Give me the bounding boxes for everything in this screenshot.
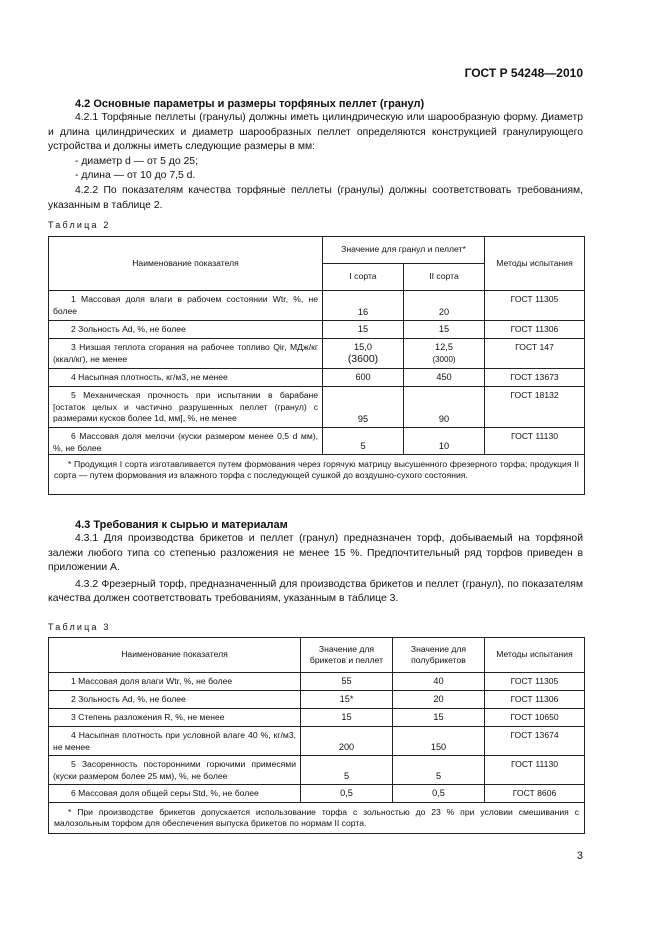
table-2-value-mj: 15,0 bbox=[354, 342, 372, 352]
table-2-cell-grade-1: 5 bbox=[323, 428, 404, 455]
table-3-cell-briquettes: 15 bbox=[301, 709, 393, 727]
table-2-cell-grade-2: 10 bbox=[404, 428, 485, 455]
table-3-cell-method: ГОСТ 11306 bbox=[485, 691, 585, 709]
paragraph-4-2-2: 4.2.2 По показателям качества торфяные пеллеты (гранулы) должны соответствовать требованиям, указанным в таблице 2. bbox=[48, 184, 583, 211]
table-3-cell-semi-briquettes: 5 bbox=[393, 756, 485, 785]
list-item-length: - длина — от 10 до 7,5 d. bbox=[75, 170, 196, 182]
table-2-footnote: * Продукция I сорта изготавливается путем формования через горячую матрицу высушенного фрезерного торфа; продукция II сорта — путем формования из влажного торфа с последующей сушкой до воздушно-сухого состояния. bbox=[49, 455, 585, 495]
section-4-2-body bbox=[48, 111, 583, 213]
document-standard-header: ГОСТ Р 54248—2010 bbox=[464, 66, 583, 80]
table-2-cell-name: 1 Массовая доля влаги в рабочем состоянии Wtr, %, не более bbox=[49, 291, 323, 321]
table-2-cell-method: ГОСТ 18132 bbox=[485, 387, 585, 428]
table-2 bbox=[48, 236, 585, 495]
table-2-value-mj: 12,5 bbox=[435, 342, 453, 352]
table-2-cell-name: 4 Насыпная плотность, кг/м3, не менее bbox=[49, 369, 323, 387]
table-2-cell-grade-1 bbox=[323, 339, 404, 369]
table-3-caption: Таблица 3 bbox=[48, 622, 111, 632]
table-3-cell-briquettes: 5 bbox=[301, 756, 393, 785]
table-2-cell-method: ГОСТ 11130 bbox=[485, 428, 585, 455]
table-row bbox=[49, 339, 585, 369]
table-3-cell-semi-briquettes: 15 bbox=[393, 709, 485, 727]
table-3-footnote: * При производстве брикетов допускается использование торфа с зольностью до 23 % при условии смешивания с малозольным торфом для обеспечения выпуска брикетов по нормам II сорта. bbox=[49, 803, 585, 834]
table-3-cell-briquettes: 55 bbox=[301, 673, 393, 691]
table-2-cell-method: ГОСТ 11306 bbox=[485, 321, 585, 339]
table-3-cell-name: 4 Насыпная плотность при условной влаге 40 %, кг/м3, не менее bbox=[49, 727, 301, 756]
table-2-cell-grade-2: 90 bbox=[404, 387, 485, 428]
table-2-cell-grade-2: 20 bbox=[404, 291, 485, 321]
table-2-header-grade-2: II сорта bbox=[404, 264, 485, 291]
table-3-cell-semi-briquettes: 0,5 bbox=[393, 785, 485, 803]
table-2-cell-grade-1: 95 bbox=[323, 387, 404, 428]
table-2-cell-name: 2 Зольность Ad, %, не более bbox=[49, 321, 323, 339]
table-3-cell-name: 6 Массовая доля общей серы Std, %, не более bbox=[49, 785, 301, 803]
table-2-cell-method: ГОСТ 147 bbox=[485, 339, 585, 369]
table-2-header-method: Методы испытания bbox=[485, 237, 585, 291]
table-row bbox=[49, 756, 585, 785]
section-4-3-title: 4.3 Требования к сырью и материалам bbox=[75, 519, 288, 531]
table-2-cell-grade-2: 15 bbox=[404, 321, 485, 339]
table-2-cell-grade-1: 15 bbox=[323, 321, 404, 339]
table-2-cell-name: 5 Механическая прочность при испытании в барабане [остаток целых и частично разрушенных пеллет (гранул) с размерами кусков более 1d, мм], %, не менее bbox=[49, 387, 323, 428]
table-3-header-method: Методы испытания bbox=[485, 638, 585, 673]
table-row bbox=[49, 691, 585, 709]
table-2-header-grade-1: I сорта bbox=[323, 264, 404, 291]
table-3-header-briquettes: Значение для брикетов и пеллет bbox=[301, 638, 393, 673]
table-3-cell-semi-briquettes: 150 bbox=[393, 727, 485, 756]
table-2-cell-method: ГОСТ 11305 bbox=[485, 291, 585, 321]
table-3-cell-name: 3 Степень разложения R, %, не менее bbox=[49, 709, 301, 727]
table-2-cell-grade-1: 16 bbox=[323, 291, 404, 321]
table-3-cell-briquettes: 200 bbox=[301, 727, 393, 756]
table-row bbox=[49, 387, 585, 428]
table-2-cell-grade-2: 450 bbox=[404, 369, 485, 387]
table-2-cell-grade-2 bbox=[404, 339, 485, 369]
table-3-cell-semi-briquettes: 40 bbox=[393, 673, 485, 691]
table-3-cell-briquettes: 15* bbox=[301, 691, 393, 709]
table-row bbox=[49, 291, 585, 321]
table-3-cell-method: ГОСТ 8606 bbox=[485, 785, 585, 803]
table-2-value-kcal: (3600) bbox=[347, 352, 379, 365]
table-3-cell-name: 2 Зольность Ad, %, не более bbox=[49, 691, 301, 709]
table-3-cell-name: 1 Массовая доля влаги Wtr, %, не более bbox=[49, 673, 301, 691]
table-3-cell-semi-briquettes: 20 bbox=[393, 691, 485, 709]
table-3-cell-briquettes: 0,5 bbox=[301, 785, 393, 803]
table-row bbox=[49, 673, 585, 691]
table-3-header-semi-briquettes: Значение для полубрикетов bbox=[393, 638, 485, 673]
table-3-cell-method: ГОСТ 11130 bbox=[485, 756, 585, 785]
table-3 bbox=[48, 637, 585, 834]
list-item-diameter: - диаметр d — от 5 до 25; bbox=[75, 155, 198, 167]
table-2-header-values: Значение для гранул и пеллет* bbox=[323, 237, 485, 264]
table-2-header-name: Наименование показателя bbox=[49, 237, 323, 291]
table-row bbox=[49, 321, 585, 339]
table-row bbox=[49, 369, 585, 387]
table-2-value-kcal: (3000) bbox=[432, 354, 456, 364]
table-3-cell-name: 5 Засоренность посторонними горючими примесями (куски размером более 25 мм), %, не более bbox=[49, 756, 301, 785]
table-2-cell-method: ГОСТ 13673 bbox=[485, 369, 585, 387]
table-2-cell-name: 6 Массовая доля мелочи (куски размером менее 0,5 d мм), %, не более bbox=[49, 428, 323, 455]
table-3-cell-method: ГОСТ 13674 bbox=[485, 727, 585, 756]
page-number: 3 bbox=[576, 850, 583, 862]
table-row bbox=[49, 727, 585, 756]
section-4-3-body bbox=[48, 532, 583, 607]
table-3-cell-method: ГОСТ 11305 bbox=[485, 673, 585, 691]
table-row bbox=[49, 785, 585, 803]
table-2-cell-name: 3 Низшая теплота сгорания на рабочее топливо Qir, МДж/кг (ккал/кг), не менее bbox=[49, 339, 323, 369]
paragraph-4-3-1: 4.3.1 Для производства брикетов и пеллет (гранул) предназначен торф, добываемый на торфяной залежи любого типа со степенью разложения не менее 15 %. Предпочтительный ряд торфов приведен в приложении А. bbox=[48, 533, 583, 574]
table-row bbox=[49, 428, 585, 455]
section-4-2-title: 4.2 Основные параметры и размеры торфяных пеллет (гранул) bbox=[75, 98, 425, 110]
table-2-caption: Таблица 2 bbox=[48, 220, 111, 230]
paragraph-4-2-1: 4.2.1 Торфяные пеллеты (гранулы) должны иметь цилиндрическую или шарообразную форму. Диаметр и длина цилиндрических и диаметр шарообразных пеллет определяются конструкцией гранулирующего устройства и должны иметь следующие размеры в мм: bbox=[48, 112, 583, 153]
table-3-cell-method: ГОСТ 10650 bbox=[485, 709, 585, 727]
table-2-cell-grade-1: 600 bbox=[323, 369, 404, 387]
table-row bbox=[49, 709, 585, 727]
table-3-header-name: Наименование показателя bbox=[49, 638, 301, 673]
paragraph-4-3-2: 4.3.2 Фрезерный торф, предназначенный для производства брикетов и пеллет (гранул), по показателям качества должен соответствовать требованиям, указанным в таблице 3. bbox=[48, 578, 583, 605]
